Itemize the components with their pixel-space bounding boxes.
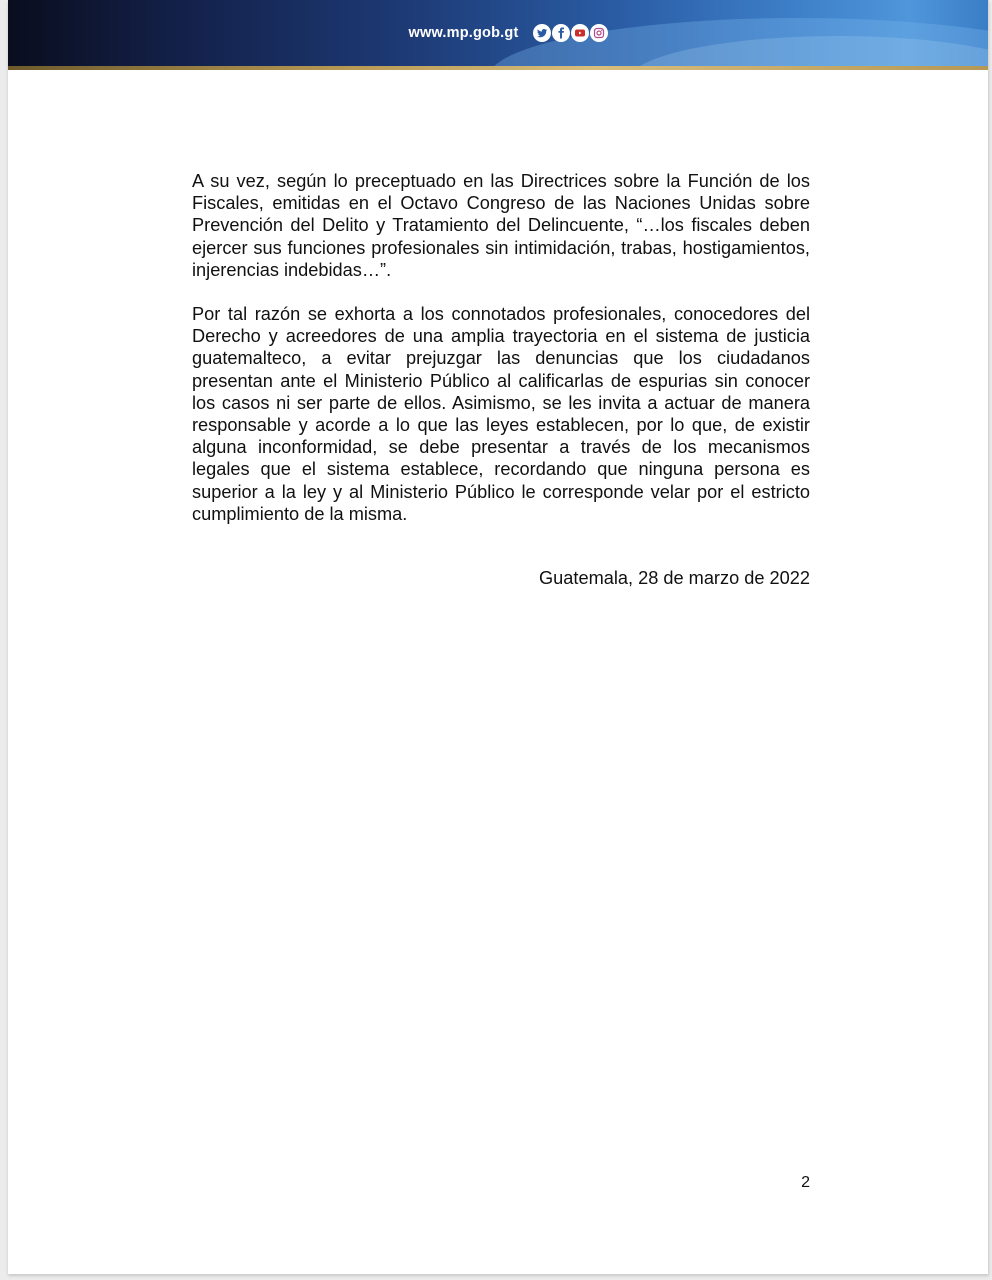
- date-line: Guatemala, 28 de marzo de 2022: [539, 568, 810, 588]
- social-icons: [533, 24, 608, 42]
- header-gold-divider: [8, 66, 988, 70]
- website-url[interactable]: www.mp.gob.gt: [408, 25, 519, 41]
- document-page: [8, 0, 989, 1274]
- header-banner: [8, 0, 988, 66]
- document-body: [192, 170, 810, 547]
- body-paragraph-1: A su vez, según lo preceptuado en las Directrices sobre la Función de los Fiscales, emitidas en el Octavo Congreso de las Naciones Unidas sobre Prevención del Delito y Tratamiento del Delincuente, “…los fiscales deben ejercer sus funciones profesionales sin intimidación, trabas, hostigamientos, injerencias indebidas…”.: [192, 171, 810, 280]
- header-content: [8, 0, 988, 66]
- facebook-icon[interactable]: [552, 24, 570, 42]
- twitter-icon[interactable]: [533, 24, 551, 42]
- youtube-icon[interactable]: [571, 24, 589, 42]
- page-number: 2: [801, 1174, 810, 1191]
- body-paragraph-2: Por tal razón se exhorta a los connotados profesionales, conocedores del Derecho y acreedores de una amplia trayectoria en el sistema de justicia guatemalteco, a evitar prejuzgar las denuncias que los ciudadanos presentan ante el Ministerio Público al calificarlas de espurias sin conocer los casos ni ser parte de ellos. Asimismo, se les invita a actuar de manera responsable y acorde a lo que las leyes establecen, por lo que, de existir alguna inconformidad, se debe presentar a través de los mecanismos legales que el sistema establece, recordando que ninguna persona es superior a la ley y al Ministerio Público le corresponde velar por el estricto cumplimiento de la misma.: [192, 304, 810, 524]
- instagram-icon[interactable]: [590, 24, 608, 42]
